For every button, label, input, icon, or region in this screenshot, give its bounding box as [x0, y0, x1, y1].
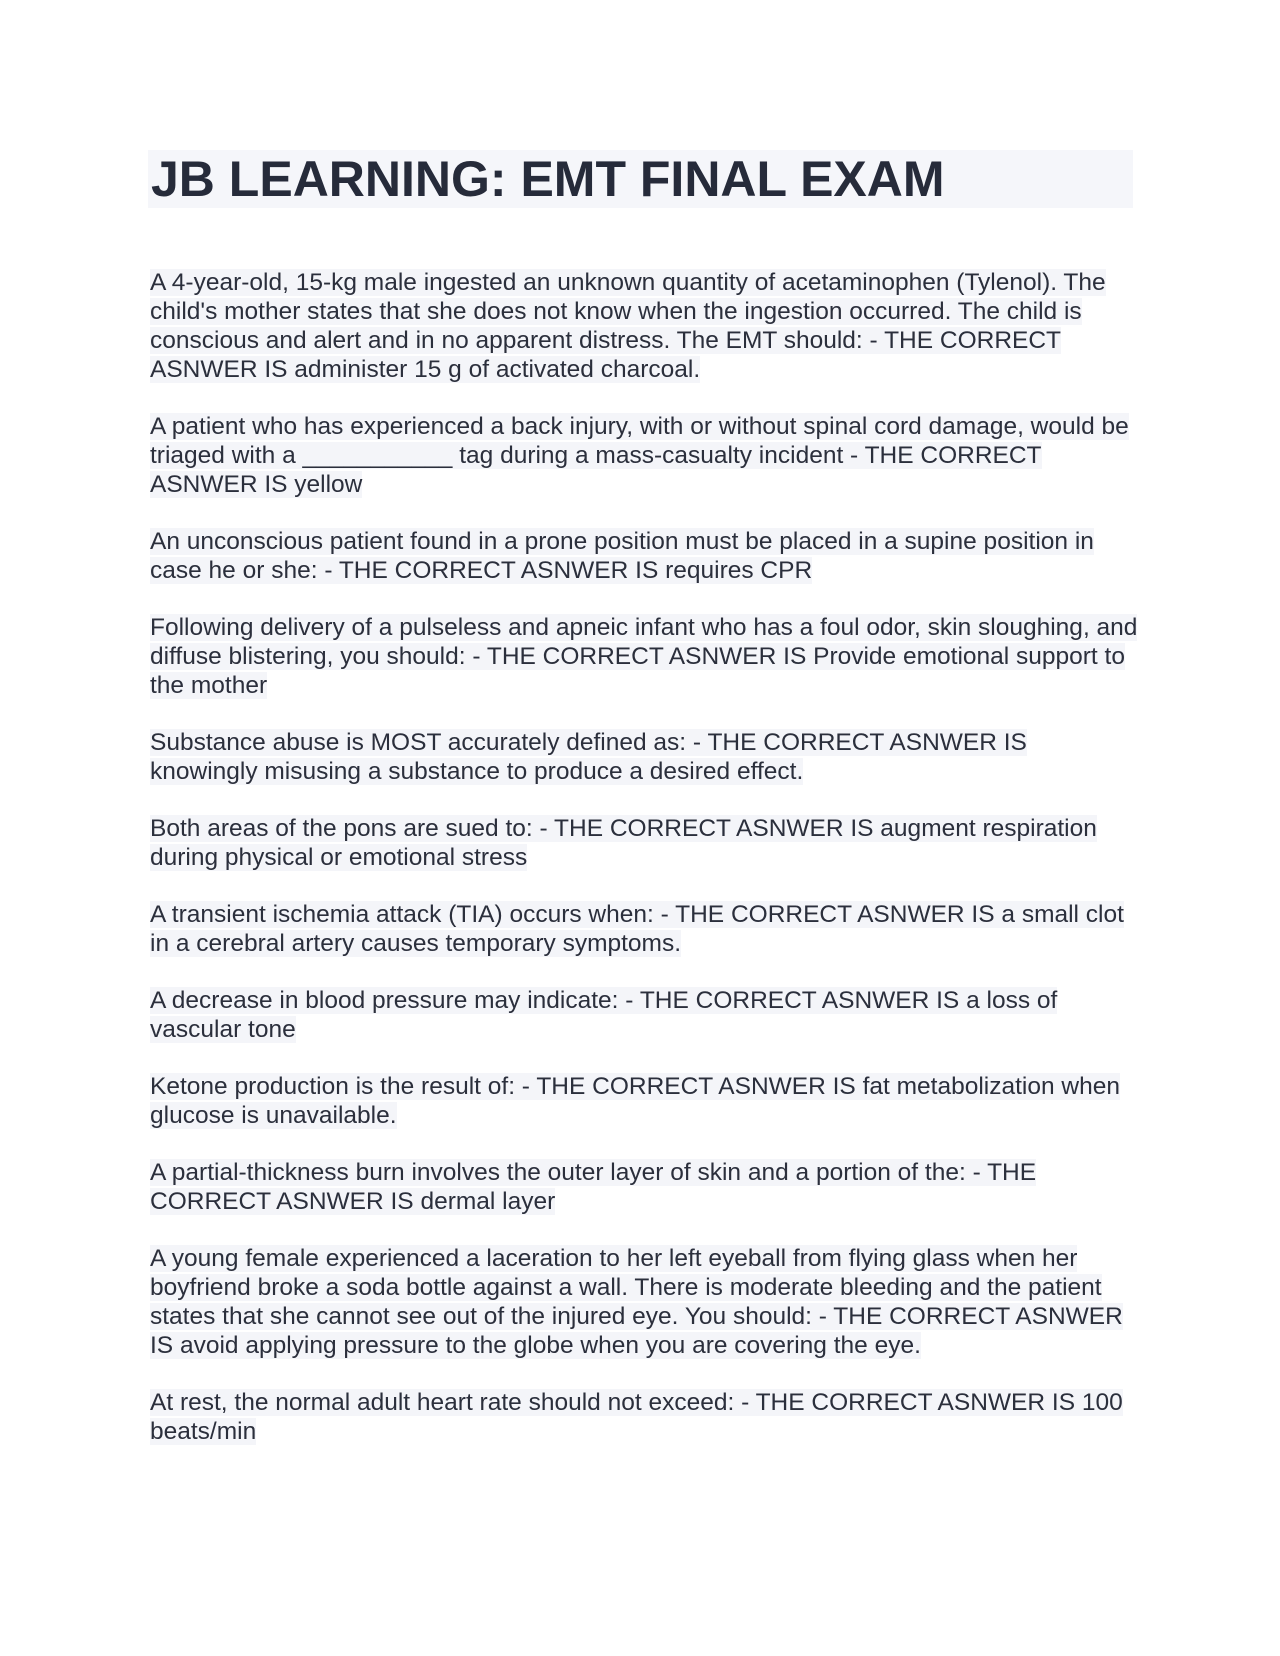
qa-item [150, 412, 1140, 499]
qa-item-text: Ketone production is the result of: - THE CORRECT ASNWER IS fat metabolization when glucose is unavailable. [150, 1073, 1120, 1129]
qa-item [150, 613, 1140, 700]
qa-item-text: A decrease in blood pressure may indicate: - THE CORRECT ASNWER IS a loss of vascular tone [150, 987, 1058, 1043]
qa-item [150, 527, 1140, 585]
qa-item-text: A 4-year-old, 15-kg male ingested an unknown quantity of acetaminophen (Tylenol). The child's mother states that she does not know when the ingestion occurred. The child is conscious and alert and in no apparent distress. The EMT should: - THE CORRECT ASNWER IS administer 15 g of activated charcoal. [150, 269, 1106, 383]
qa-item-text: Both areas of the pons are sued to: - THE CORRECT ASNWER IS augment respiration during physical or emotional stress [150, 815, 1097, 871]
qa-item-text: A young female experienced a laceration to her left eyeball from flying glass when her boyfriend broke a soda bottle against a wall. There is moderate bleeding and the patient states that she cannot see out of the injured eye. You should: - THE CORRECT ASNWER IS avoid applying pressure to the globe when you are covering the eye. [150, 1245, 1123, 1359]
page-title: JB LEARNING: EMT FINAL EXAM [148, 150, 1133, 208]
qa-item [150, 1388, 1140, 1446]
qa-item-text: A patient who has experienced a back injury, with or without spinal cord damage, would be triaged with a ___________ tag during a mass-casualty incident - THE CORRECT ASNWER IS yellow [150, 413, 1129, 498]
qa-item [150, 1244, 1140, 1360]
qa-item-text: A transient ischemia attack (TIA) occurs when: - THE CORRECT ASNWER IS a small clot in a cerebral artery causes temporary symptoms. [150, 901, 1124, 957]
qa-item-text: At rest, the normal adult heart rate should not exceed: - THE CORRECT ASNWER IS 100 beats/min [150, 1389, 1123, 1445]
qa-item [150, 900, 1140, 958]
qa-item [150, 1158, 1140, 1216]
qa-item-text: A partial-thickness burn involves the outer layer of skin and a portion of the: - THE CORRECT ASNWER IS dermal layer [150, 1159, 1037, 1215]
qa-item [150, 814, 1140, 872]
qa-item-text: An unconscious patient found in a prone position must be placed in a supine position in case he or she: - THE CORRECT ASNWER IS requires CPR [150, 528, 1094, 584]
qa-list [150, 268, 1140, 1474]
qa-item-text: Substance abuse is MOST accurately defined as: - THE CORRECT ASNWER IS knowingly misusing a substance to produce a desired effect. [150, 729, 1027, 785]
qa-item-text: Following delivery of a pulseless and apneic infant who has a foul odor, skin sloughing, and diffuse blistering, you should: - THE CORRECT ASNWER IS Provide emotional support to the mother [150, 614, 1138, 699]
qa-item [150, 728, 1140, 786]
qa-item [150, 986, 1140, 1044]
qa-item [150, 1072, 1140, 1130]
qa-item [150, 268, 1140, 384]
